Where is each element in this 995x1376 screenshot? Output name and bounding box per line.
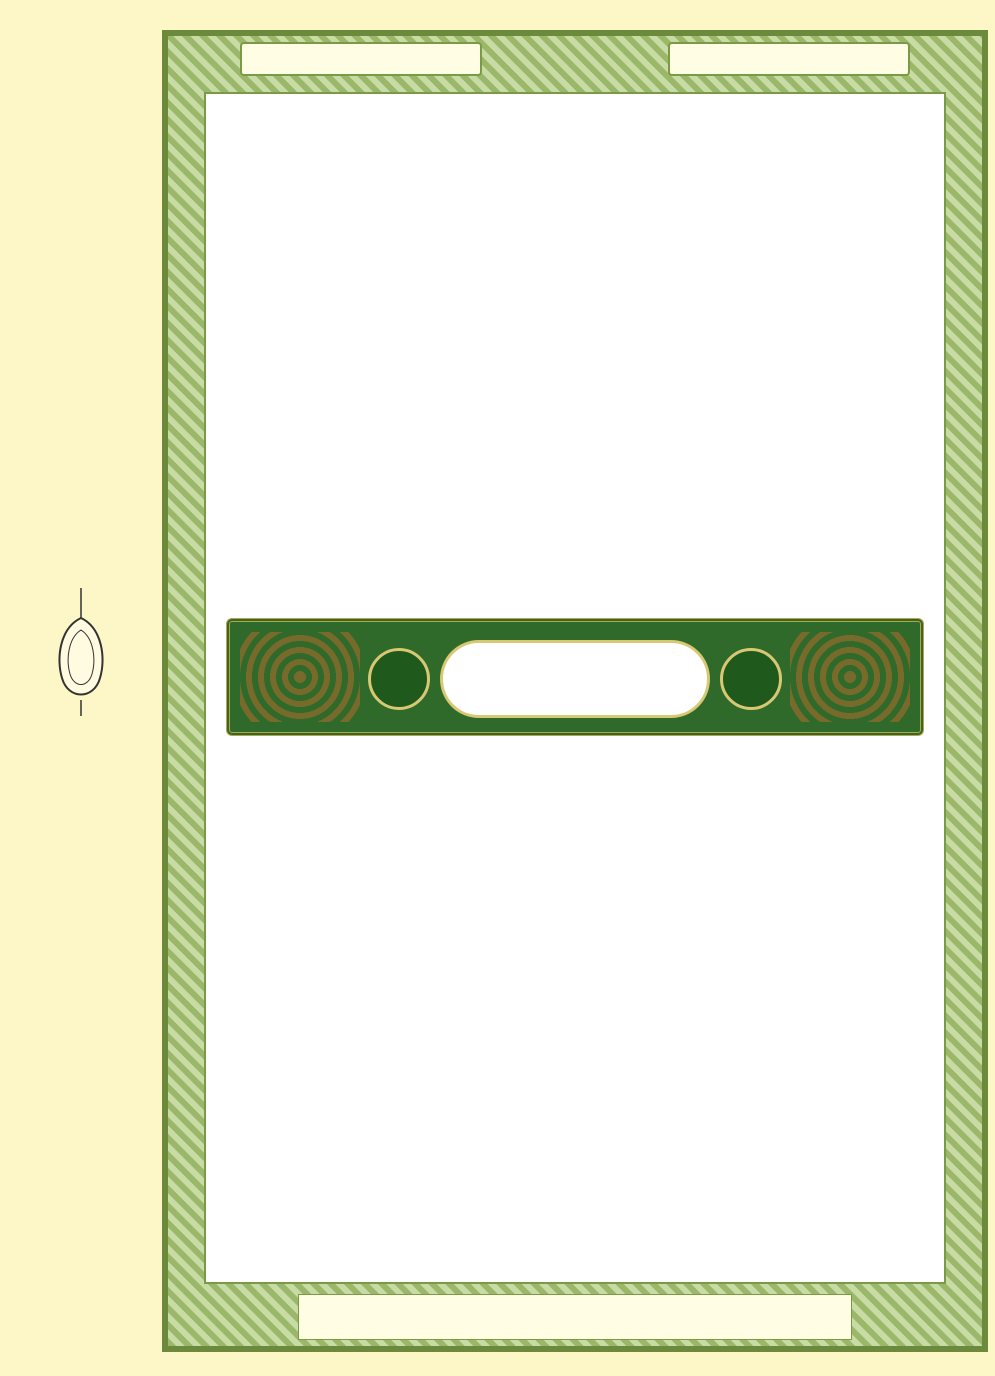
surah-title	[440, 640, 710, 718]
banner-medal-left	[368, 648, 430, 710]
surah-banner	[226, 618, 924, 736]
surah-header-tab	[240, 42, 482, 76]
page-frame	[162, 30, 988, 1352]
hizb-header-tab	[668, 42, 910, 76]
text-area	[204, 92, 946, 1284]
basmala	[326, 746, 824, 802]
tajweed-legend	[298, 1294, 852, 1340]
banner-ornament-right	[790, 632, 910, 722]
banner-ornament-left	[240, 632, 360, 722]
surah-medallion-ornament	[52, 588, 110, 718]
banner-medal-right	[720, 648, 782, 710]
